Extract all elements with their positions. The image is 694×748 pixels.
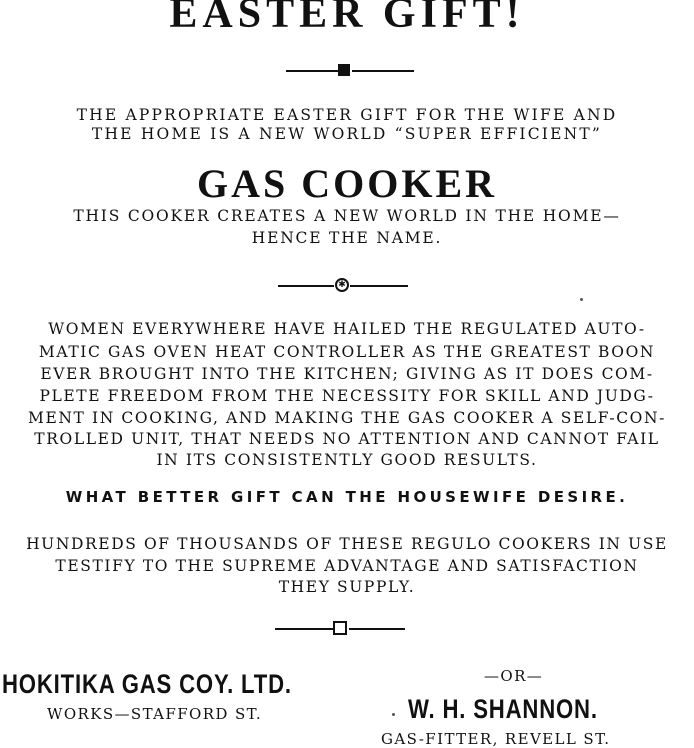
ornament-rule-left	[275, 628, 333, 630]
fitter-name: W. H. SHANNON.	[408, 694, 598, 724]
body-line-2: MATIC GAS OVEN HEAT CONTROLLER AS THE GREATEST BOON	[38, 343, 656, 361]
star-ornament-icon: ✱	[335, 278, 349, 292]
intro-line-1: THE APPROPRIATE EASTER GIFT FOR THE WIFE AND	[76, 106, 618, 124]
body-line-4: PLETE FREEDOM FROM THE NECESSITY FOR SKILL AND JUDG-	[39, 387, 655, 405]
ornament-rule-right	[349, 628, 405, 630]
testimony-line-2: TESTIFY TO THE SUPREME ADVANTAGE AND SATISFACTION	[55, 557, 639, 575]
print-speck	[580, 298, 583, 301]
fitter-address: GAS-FITTER, REVELL ST.	[381, 730, 611, 748]
body-line-6: TROLLED UNIT, THAT NEEDS NO ATTENTION AND CANNOT FAIL	[34, 430, 660, 448]
ornament-rule-right	[350, 285, 408, 287]
body-line-1: WOMEN EVERYWHERE HAVE HAILED THE REGULATED AUTO-	[48, 320, 646, 338]
square-ornament-icon	[338, 64, 350, 76]
body-line-3: EVER BROUGHT INTO THE KITCHEN; GIVING AS IT DOES COM-	[40, 365, 654, 383]
testimony-line-1: HUNDREDS OF THOUSANDS OF THESE REGULO COOKERS IN USE	[26, 535, 668, 553]
ad-title: EASTER GIFT!	[169, 0, 525, 37]
ornament-rule-left	[278, 285, 334, 287]
sub-line-2: HENCE THE NAME.	[251, 229, 443, 247]
or-label: —OR—	[484, 667, 544, 685]
hollow-square-ornament-icon	[333, 621, 347, 635]
ornament-rule-left	[286, 70, 338, 72]
company-address: WORKS—STAFFORD ST.	[47, 705, 263, 723]
body-line-5: MENT IN COOKING, AND MAKING THE GAS COOKER A SELF-CON-	[28, 409, 666, 427]
company-name: HOKITIKA GAS COY. LTD.	[2, 669, 292, 699]
body-line-7: IN ITS CONSISTENTLY GOOD RESULTS.	[156, 451, 538, 469]
print-speck	[392, 713, 395, 716]
intro-line-2: THE HOME IS A NEW WORLD “SUPER EFFICIENT”	[91, 125, 603, 143]
testimony-line-3: THEY SUPPLY.	[278, 578, 416, 596]
headline: GAS COOKER	[196, 161, 498, 206]
ornament-rule-right	[352, 70, 414, 72]
sub-line-1: THIS COOKER CREATES A NEW WORLD IN THE HOME—	[73, 207, 621, 225]
tagline: WHAT BETTER GIFT CAN THE HOUSEWIFE DESIRE.	[65, 488, 629, 506]
